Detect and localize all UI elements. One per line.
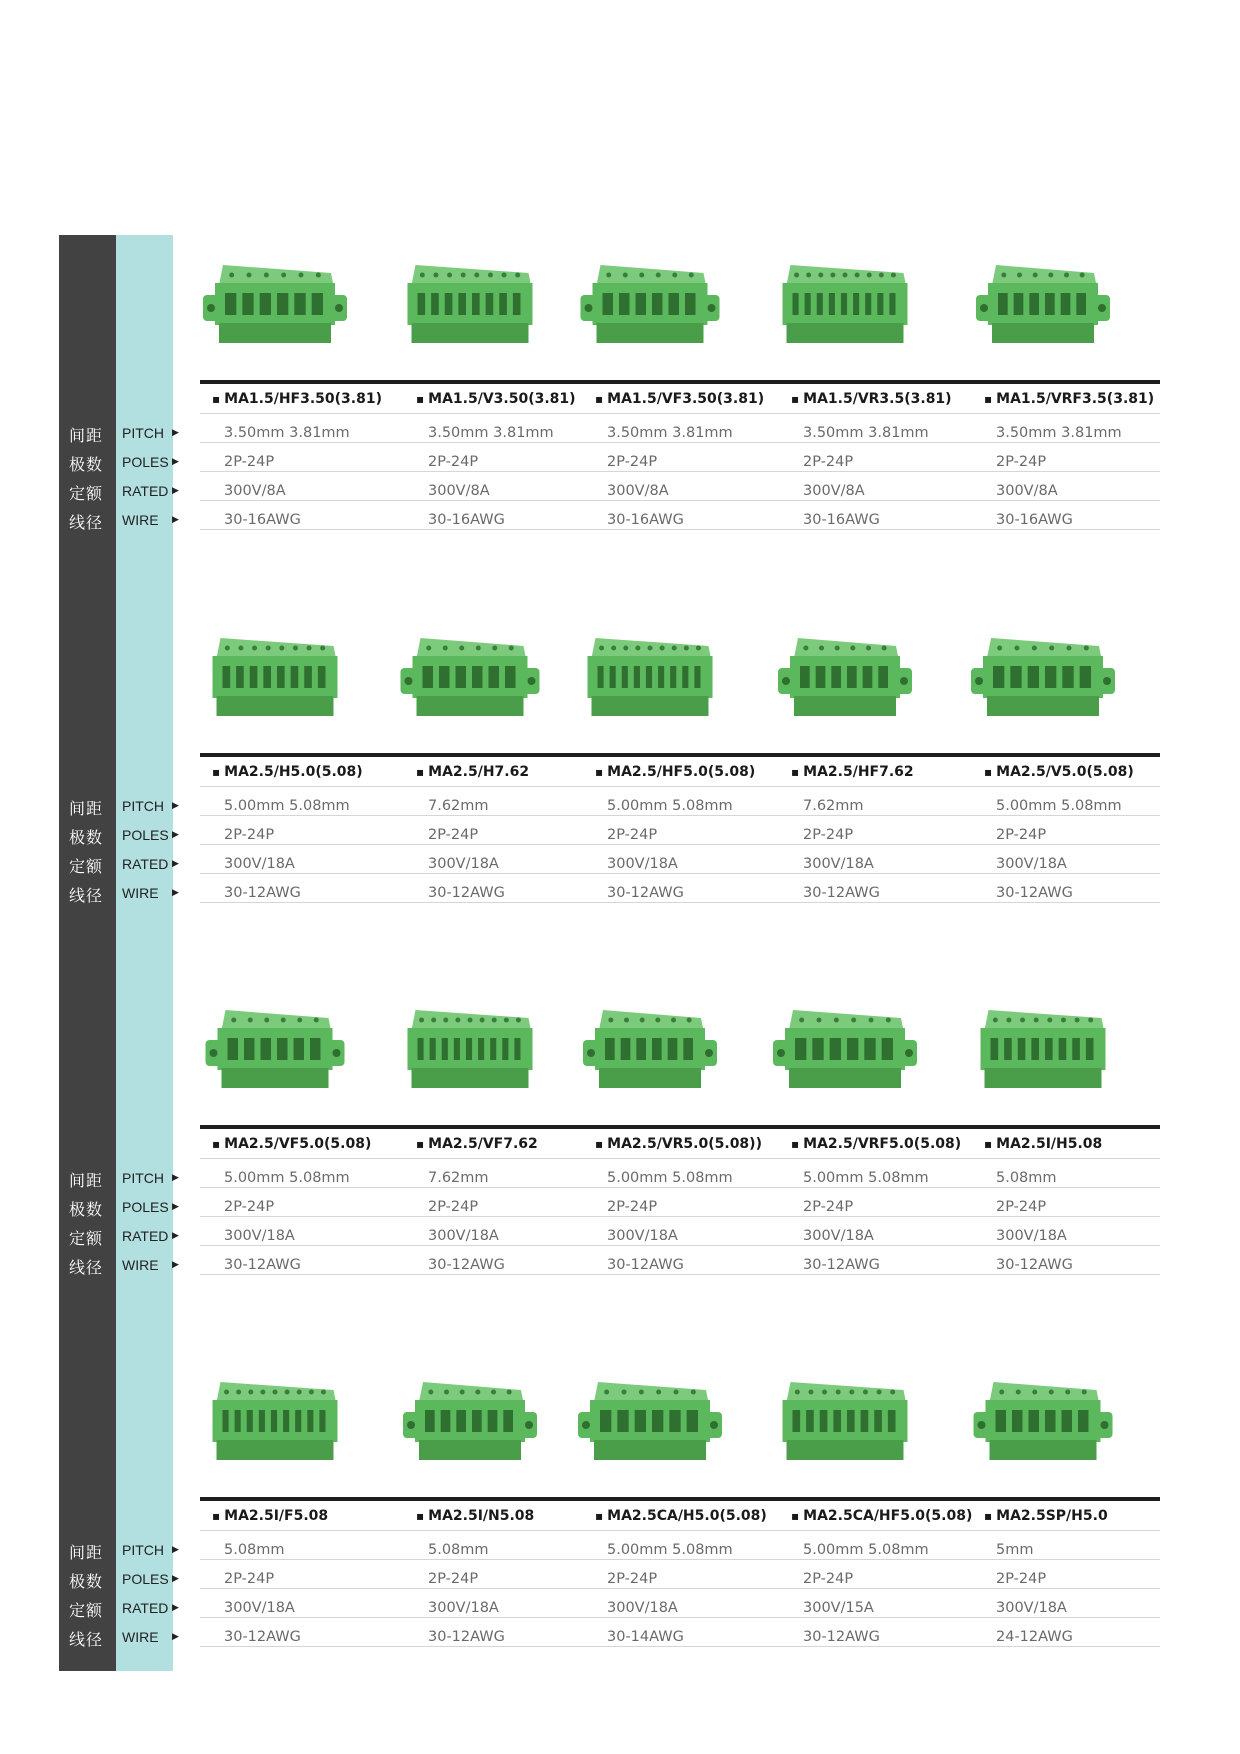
row-label-cn-wire: 线径 — [69, 886, 104, 905]
product-images — [200, 980, 1160, 1120]
spec-poles: 2P-24P — [224, 827, 275, 843]
spec-wire: 30-12AWG — [996, 1257, 1073, 1273]
product-model: ▪ MA2.5I/N5.08 — [416, 1508, 534, 1524]
spec-wire: 24-12AWG — [996, 1629, 1073, 1645]
row-arrow-icon: ▶ — [172, 801, 179, 811]
spec-pitch: 7.62mm — [428, 798, 489, 814]
row-divider — [200, 815, 1160, 816]
spec-pitch: 3.50mm 3.81mm — [428, 425, 554, 441]
row-arrow-icon: ▶ — [172, 1231, 179, 1241]
product-model: ▪ MA2.5/VF7.62 — [416, 1136, 538, 1152]
product-section — [0, 608, 1240, 948]
spec-poles: 2P-24P — [428, 1199, 479, 1215]
product-section — [0, 235, 1240, 575]
spec-wire: 30-12AWG — [803, 1257, 880, 1273]
product-model: ▪ MA2.5/V5.0(5.08) — [984, 764, 1134, 780]
spec-wire: 30-16AWG — [803, 512, 880, 528]
spec-wire: 30-12AWG — [224, 1257, 301, 1273]
row-arrow-icon: ▶ — [172, 888, 179, 898]
spec-rated: 300V/18A — [607, 1228, 678, 1244]
product-model: ▪ MA2.5/HF7.62 — [791, 764, 914, 780]
product-images — [200, 1352, 1160, 1492]
product-model: ▪ MA1.5/VF3.50(3.81) — [595, 391, 764, 407]
row-label-en-wire: WIRE — [122, 1629, 159, 1645]
spec-wire: 30-12AWG — [428, 1257, 505, 1273]
spec-wire: 30-12AWG — [428, 885, 505, 901]
row-label-cn-poles: 极数 — [69, 455, 104, 474]
product-model: ▪ MA2.5SP/H5.0 — [984, 1508, 1108, 1524]
spec-poles: 2P-24P — [428, 827, 479, 843]
row-label-cn-rated: 定额 — [69, 1229, 104, 1248]
spec-wire: 30-16AWG — [996, 512, 1073, 528]
row-label-cn-pitch: 间距 — [69, 1171, 104, 1190]
spec-pitch: 5mm — [996, 1542, 1034, 1558]
row-divider — [200, 1245, 1160, 1246]
row-arrow-icon: ▶ — [172, 1260, 179, 1270]
product-model: ▪ MA1.5/VRF3.5(3.81) — [984, 391, 1154, 407]
spec-rated: 300V/18A — [607, 1600, 678, 1616]
row-divider — [200, 471, 1160, 472]
row-divider — [200, 1530, 1160, 1531]
connector-image — [395, 608, 545, 748]
row-arrow-icon: ▶ — [172, 457, 179, 467]
row-divider — [200, 873, 1160, 874]
row-label-en-poles: POLES — [122, 1199, 169, 1215]
spec-wire: 30-16AWG — [607, 512, 684, 528]
row-label-cn-poles: 极数 — [69, 1200, 104, 1219]
connector-image — [575, 608, 725, 748]
product-model: ▪ MA2.5CA/HF5.0(5.08) — [791, 1508, 972, 1524]
spec-rated: 300V/8A — [803, 483, 865, 499]
spec-pitch: 3.50mm 3.81mm — [607, 425, 733, 441]
row-arrow-icon: ▶ — [172, 1574, 179, 1584]
row-divider — [200, 902, 1160, 903]
spec-rated: 300V/18A — [224, 1600, 295, 1616]
product-model: ▪ MA2.5/VF5.0(5.08) — [212, 1136, 371, 1152]
spec-pitch: 5.00mm 5.08mm — [996, 798, 1122, 814]
product-model: ▪ MA2.5/H5.0(5.08) — [212, 764, 363, 780]
row-label-en-pitch: PITCH — [122, 798, 164, 814]
spec-poles: 2P-24P — [607, 1571, 658, 1587]
row-arrow-icon: ▶ — [172, 1632, 179, 1642]
row-label-en-wire: WIRE — [122, 885, 159, 901]
product-model: ▪ MA2.5/H7.62 — [416, 764, 529, 780]
connector-image — [968, 980, 1118, 1120]
connector-image — [395, 1352, 545, 1492]
connector-image — [200, 980, 350, 1120]
spec-rated: 300V/18A — [996, 1228, 1067, 1244]
row-label-en-rated: RATED — [122, 856, 169, 872]
row-arrow-icon: ▶ — [172, 859, 179, 869]
row-arrow-icon: ▶ — [172, 486, 179, 496]
row-arrow-icon: ▶ — [172, 428, 179, 438]
connector-image — [770, 235, 920, 375]
spec-poles: 2P-24P — [803, 1571, 854, 1587]
spec-wire: 30-12AWG — [803, 1629, 880, 1645]
spec-rated: 300V/18A — [996, 856, 1067, 872]
row-divider — [200, 1588, 1160, 1589]
spec-poles: 2P-24P — [607, 1199, 658, 1215]
spec-pitch: 7.62mm — [803, 798, 864, 814]
row-label-cn-wire: 线径 — [69, 1258, 104, 1277]
spec-poles: 2P-24P — [607, 454, 658, 470]
spec-wire: 30-16AWG — [428, 512, 505, 528]
connector-image — [395, 980, 545, 1120]
spec-pitch: 5.00mm 5.08mm — [803, 1170, 929, 1186]
product-images — [200, 235, 1160, 375]
table-top-rule — [200, 380, 1160, 384]
spec-rated: 300V/18A — [607, 856, 678, 872]
spec-rated: 300V/18A — [224, 856, 295, 872]
connector-image — [200, 235, 350, 375]
spec-pitch: 3.50mm 3.81mm — [996, 425, 1122, 441]
spec-wire: 30-12AWG — [803, 885, 880, 901]
table-top-rule — [200, 753, 1160, 757]
row-label-cn-pitch: 间距 — [69, 426, 104, 445]
spec-pitch: 5.00mm 5.08mm — [224, 1170, 350, 1186]
product-section — [0, 980, 1240, 1320]
connector-image — [575, 1352, 725, 1492]
row-divider — [200, 786, 1160, 787]
row-label-cn-pitch: 间距 — [69, 1543, 104, 1562]
connector-image — [200, 1352, 350, 1492]
row-label-en-poles: POLES — [122, 827, 169, 843]
spec-pitch: 3.50mm 3.81mm — [224, 425, 350, 441]
row-label-en-wire: WIRE — [122, 1257, 159, 1273]
spec-pitch: 5.08mm — [428, 1542, 489, 1558]
spec-pitch: 5.00mm 5.08mm — [607, 1542, 733, 1558]
spec-rated: 300V/8A — [224, 483, 286, 499]
spec-poles: 2P-24P — [803, 1199, 854, 1215]
spec-poles: 2P-24P — [607, 827, 658, 843]
spec-wire: 30-12AWG — [224, 1629, 301, 1645]
row-arrow-icon: ▶ — [172, 1603, 179, 1613]
spec-poles: 2P-24P — [428, 454, 479, 470]
row-label-en-pitch: PITCH — [122, 425, 164, 441]
connector-image — [770, 1352, 920, 1492]
row-divider — [200, 529, 1160, 530]
spec-wire: 30-12AWG — [996, 885, 1073, 901]
spec-wire: 30-12AWG — [607, 1257, 684, 1273]
connector-image — [575, 235, 725, 375]
spec-poles: 2P-24P — [224, 1199, 275, 1215]
row-label-en-pitch: PITCH — [122, 1542, 164, 1558]
row-label-cn-poles: 极数 — [69, 828, 104, 847]
row-label-en-rated: RATED — [122, 1228, 169, 1244]
connector-image — [770, 608, 920, 748]
spec-wire: 30-12AWG — [607, 885, 684, 901]
spec-rated: 300V/8A — [996, 483, 1058, 499]
row-label-cn-rated: 定额 — [69, 857, 104, 876]
row-label-en-poles: POLES — [122, 1571, 169, 1587]
row-label-en-rated: RATED — [122, 483, 169, 499]
row-label-en-pitch: PITCH — [122, 1170, 164, 1186]
connector-image — [770, 980, 920, 1120]
row-divider — [200, 1158, 1160, 1159]
row-divider — [200, 844, 1160, 845]
row-label-cn-poles: 极数 — [69, 1572, 104, 1591]
product-model: ▪ MA1.5/V3.50(3.81) — [416, 391, 576, 407]
connector-image — [200, 608, 350, 748]
row-label-en-rated: RATED — [122, 1600, 169, 1616]
connector-image — [968, 608, 1118, 748]
spec-rated: 300V/18A — [996, 1600, 1067, 1616]
spec-rated: 300V/18A — [428, 1228, 499, 1244]
row-arrow-icon: ▶ — [172, 1173, 179, 1183]
spec-pitch: 5.08mm — [996, 1170, 1057, 1186]
spec-pitch: 5.00mm 5.08mm — [224, 798, 350, 814]
row-divider — [200, 1187, 1160, 1188]
row-label-en-wire: WIRE — [122, 512, 159, 528]
row-arrow-icon: ▶ — [172, 515, 179, 525]
product-model: ▪ MA2.5I/F5.08 — [212, 1508, 328, 1524]
product-model: ▪ MA2.5CA/H5.0(5.08) — [595, 1508, 767, 1524]
spec-rated: 300V/18A — [428, 1600, 499, 1616]
row-divider — [200, 442, 1160, 443]
product-model: ▪ MA2.5/VR5.0(5.08)) — [595, 1136, 762, 1152]
row-label-cn-rated: 定额 — [69, 1601, 104, 1620]
spec-rated: 300V/15A — [803, 1600, 874, 1616]
spec-pitch: 5.00mm 5.08mm — [607, 798, 733, 814]
spec-rated: 300V/18A — [803, 1228, 874, 1244]
spec-wire: 30-14AWG — [607, 1629, 684, 1645]
spec-rated: 300V/8A — [428, 483, 490, 499]
spec-rated: 300V/18A — [428, 856, 499, 872]
spec-pitch: 5.00mm 5.08mm — [607, 1170, 733, 1186]
product-model: ▪ MA2.5/VRF5.0(5.08) — [791, 1136, 961, 1152]
product-model: ▪ MA2.5/HF5.0(5.08) — [595, 764, 755, 780]
connector-image — [395, 235, 545, 375]
product-model: ▪ MA1.5/HF3.50(3.81) — [212, 391, 382, 407]
product-section — [0, 1352, 1240, 1692]
row-arrow-icon: ▶ — [172, 1202, 179, 1212]
spec-poles: 2P-24P — [803, 454, 854, 470]
spec-poles: 2P-24P — [224, 454, 275, 470]
row-label-cn-wire: 线径 — [69, 1630, 104, 1649]
spec-pitch: 5.00mm 5.08mm — [803, 1542, 929, 1558]
spec-pitch: 3.50mm 3.81mm — [803, 425, 929, 441]
connector-image — [575, 980, 725, 1120]
row-label-cn-wire: 线径 — [69, 513, 104, 532]
spec-pitch: 5.08mm — [224, 1542, 285, 1558]
spec-pitch: 7.62mm — [428, 1170, 489, 1186]
spec-rated: 300V/18A — [803, 856, 874, 872]
connector-image — [968, 1352, 1118, 1492]
spec-poles: 2P-24P — [428, 1571, 479, 1587]
row-label-en-poles: POLES — [122, 454, 169, 470]
spec-wire: 30-12AWG — [428, 1629, 505, 1645]
row-label-cn-pitch: 间距 — [69, 799, 104, 818]
table-top-rule — [200, 1497, 1160, 1501]
row-arrow-icon: ▶ — [172, 1545, 179, 1555]
spec-poles: 2P-24P — [996, 1571, 1047, 1587]
product-model: ▪ MA1.5/VR3.5(3.81) — [791, 391, 952, 407]
connector-image — [968, 235, 1118, 375]
spec-poles: 2P-24P — [996, 1199, 1047, 1215]
product-images — [200, 608, 1160, 748]
spec-poles: 2P-24P — [224, 1571, 275, 1587]
table-top-rule — [200, 1125, 1160, 1129]
row-divider — [200, 1646, 1160, 1647]
row-divider — [200, 500, 1160, 501]
row-label-cn-rated: 定额 — [69, 484, 104, 503]
row-divider — [200, 1216, 1160, 1217]
row-divider — [200, 1274, 1160, 1275]
spec-poles: 2P-24P — [996, 454, 1047, 470]
spec-poles: 2P-24P — [803, 827, 854, 843]
row-arrow-icon: ▶ — [172, 830, 179, 840]
row-divider — [200, 413, 1160, 414]
spec-poles: 2P-24P — [996, 827, 1047, 843]
spec-wire: 30-16AWG — [224, 512, 301, 528]
spec-wire: 30-12AWG — [224, 885, 301, 901]
spec-rated: 300V/8A — [607, 483, 669, 499]
row-divider — [200, 1559, 1160, 1560]
row-divider — [200, 1617, 1160, 1618]
product-model: ▪ MA2.5I/H5.08 — [984, 1136, 1102, 1152]
spec-rated: 300V/18A — [224, 1228, 295, 1244]
